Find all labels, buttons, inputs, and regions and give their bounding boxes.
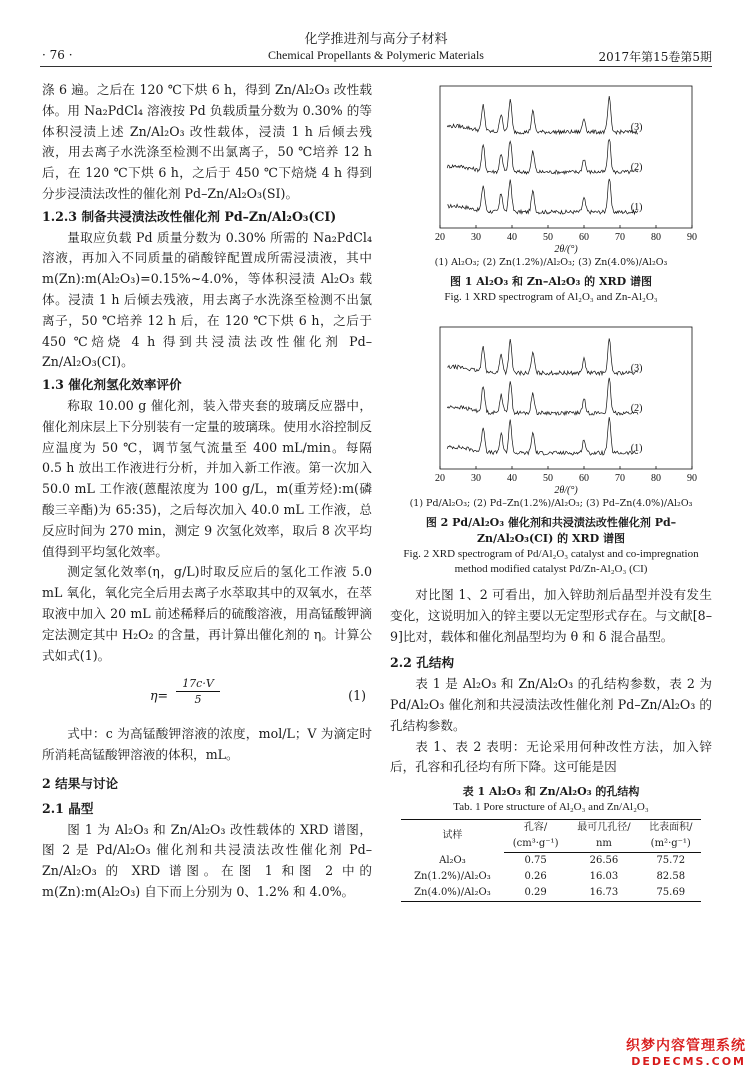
x-tick-label: 70: [615, 473, 625, 484]
table-cell: 0.29: [504, 885, 567, 902]
plot-frame: [440, 86, 692, 228]
table-row: [401, 869, 701, 885]
paragraph: 涤 6 遍。之后在 120 ℃下烘 6 h，得到 Zn/Al₂O₃ 改性载体。用 Na₂PdCl₄ 溶液按 Pd 负载质量分数为 0.30% 的等体积浸渍上述 Zn/Al₂O₃ 改性载体，浸渍 1 h 后倾去残液，用去离子水洗涤至检测不出氯离子，50 ℃培养 12 h 后，在 120 ℃下烘 6 h，之后于 450 ℃下焙烧 4 h 得到分步浸渍法改性的催化剂 Pd–Zn/Al₂O₃(SI)。: [42, 82, 372, 201]
x-tick-label: 90: [687, 473, 697, 484]
header-rule: [40, 66, 712, 67]
x-tick-label: 50: [543, 473, 553, 484]
series-line: [447, 378, 638, 415]
table-row: [401, 885, 701, 902]
xrd-chart-2: [390, 321, 712, 497]
table-cell: Zn(4.0%)/Al₂O₃: [401, 885, 504, 902]
figure-1-caption-en: Fig. 1 XRD spectrogram of Al₂O₃ and Zn-Al₂O₃: [444, 291, 658, 303]
x-tick-label: 90: [687, 232, 697, 243]
section-heading-2-2: 2.2 孔结构: [390, 655, 455, 671]
series-label: (2): [630, 162, 643, 173]
table-cell: 0.26: [524, 871, 547, 883]
series-line: [447, 96, 638, 134]
equation-denominator: 5: [194, 693, 202, 707]
series-line: [447, 417, 638, 455]
section-heading-1-2-3: 1.2.3 制备共浸渍法改性催化剂 Pd–Zn/Al₂O₃(CI): [42, 208, 337, 224]
series-label: (2): [630, 403, 643, 414]
x-tick-label: 40: [507, 473, 517, 484]
x-axis-label: 2θ/(°): [554, 244, 578, 255]
figure-1: [390, 80, 712, 305]
series-label: (1): [630, 202, 643, 213]
x-tick-label: 30: [471, 473, 481, 484]
figure-2-caption-cn: 图 2 Pd/Al₂O₃ 催化剂和共浸渍法改性催化剂 Pd–Zn/Al₂O₃(CI) 的 XRD 谱图: [425, 516, 677, 545]
watermark-line-1: 织梦内容管理系统: [626, 1038, 746, 1054]
section-heading-2-1: 2.1 晶型: [42, 800, 94, 816]
series-line: [447, 179, 638, 214]
table-row: [401, 853, 701, 870]
x-tick-label: 30: [471, 232, 481, 243]
table-header-pore-volume-unit: (cm³·g⁻¹): [504, 836, 567, 853]
table-cell: 16.73: [567, 885, 640, 902]
page-number: · 76 ·: [42, 48, 73, 62]
plot-frame: [440, 327, 692, 469]
figure-2: [390, 321, 712, 577]
xrd-chart-1: [390, 80, 712, 256]
paragraph: 表 1、表 2 表明：无论采用何种改性方法，加入锌后，孔容和孔径均有所下降。这可能是因: [390, 738, 712, 775]
paragraph: 量取应负载 Pd 质量分数为 0.30% 所需的 Na₂PdCl₄ 溶液，再加入不同质量的硝酸锌配置成所需浸渍液，其中 m(Zn):m(Al₂O₃)=0.15%~4.0%，等体积浸渍 Al₂O₃ 载体。浸渍 1 h 后倾去残液，用去离子水洗涤至检测不出氯离子，50 ℃培养 12 h 后，在 120 ℃下烘 6 h，之后于 450 ℃焙烧 4 h 得到共浸渍法改性催化剂 Pd–Zn/Al₂O₃(CI)。: [42, 229, 372, 370]
paragraph: 测定氢化效率(η，g/L)时取反应后的氢化工作液 5.0 mL 氧化，氧化完全后用去离子水萃取其中的双氧水，在萃取液中加入 20 mL 前述稀释后的硫酸溶液，用高锰酸钾滴定法测定其中 H₂O₂ 的含量，再计算出催化剂的 η。计算公式如式(1)。: [42, 564, 372, 663]
x-axis-label: 2θ/(°): [554, 485, 578, 496]
series-label: (1): [630, 443, 643, 454]
table-header-pore-size-unit: nm: [567, 836, 640, 853]
paragraph: 对比图 1、2 可看出，加入锌助剂后晶型并没有发生变化，这说明加入的锌主要以无定型形式存在。与文献[8–9]比对，载体和催化剂晶型均为 θ 和 δ 混合晶型。: [390, 587, 712, 644]
equation-1: [42, 674, 372, 718]
series-label: (3): [630, 122, 643, 133]
paragraph: 称取 10.00 g 催化剂，装入带夹套的玻璃反应器中，催化剂床层上下分别装有一定量的玻璃珠。使用水浴控制反应温度为 50 ℃，调节氢气流量至 400 mL/min。每隔 0.5 h 放出工作液进行分析，并加入新工作液。第一次加入 50.0 mL 工作液(蒽醌浓度为 100 g/L，m(重芳烃):m(磷酸三辛酯)为 65:35)，之后每次加入 40.0 mL 工作液，总反应时间为 270 min，测定 9 次氢化效率，取后 8 次平均值得到平均氢化效率。: [42, 397, 372, 559]
table-header-pore-size: 最可几孔径/: [567, 820, 640, 837]
x-tick-label: 20: [435, 473, 445, 484]
section-heading-2: 2 结果与讨论: [42, 775, 119, 791]
section-heading-1-3: 1.3 催化剂氢化效率评价: [42, 377, 182, 393]
x-tick-label: 40: [507, 232, 517, 243]
paragraph: 图 1 为 Al₂O₃ 和 Zn/Al₂O₃ 改性载体的 XRD 谱图，图 2 是 Pd/Al₂O₃ 催化剂和共浸渍法改性催化剂 Pd–Zn/Al₂O₃ 的 XRD 谱图。在图 1 和图 2 中的 m(Zn):m(Al₂O₃) 自下而上分别为 0、1.2% 和 4.0%。: [42, 821, 372, 899]
series-label: (3): [630, 363, 643, 374]
series-line: [447, 140, 638, 175]
figure-2-caption-en: Fig. 2 XRD spectrogram of Pd/Al₂O₃ catalyst and co-impregnation method modified catalyst Pd/Zn-Al₂O₃ (CI): [403, 548, 699, 575]
watermark: [626, 1035, 746, 1068]
equation-fraction: [176, 676, 220, 707]
table-header-pore-volume: 孔容/: [504, 820, 567, 837]
x-tick-label: 70: [615, 232, 625, 243]
series-line: [447, 338, 638, 375]
journal-title-en: Chemical Propellants & Polymeric Materials: [268, 48, 484, 62]
figure-1-caption-cn: 图 1 Al₂O₃ 和 Zn–Al₂O₃ 的 XRD 谱图: [449, 275, 653, 288]
table-cell: 75.69: [641, 885, 701, 902]
x-tick-label: 60: [579, 232, 589, 243]
table-1-caption-cn: 表 1 Al₂O₃ 和 Zn/Al₂O₃ 的孔结构: [462, 785, 640, 799]
table-cell: 0.75: [524, 855, 547, 867]
table-cell: Al₂O₃: [439, 854, 466, 866]
x-tick-label: 20: [435, 232, 445, 243]
table-1: [401, 819, 701, 902]
table-cell: 16.03: [589, 871, 619, 883]
equation-number: (1): [348, 688, 366, 704]
paragraph: 表 1 是 Al₂O₃ 和 Zn/Al₂O₃ 的孔结构参数，表 2 为 Pd/Al₂O₃ 催化剂和共浸渍法改性催化剂 Pd–Zn/Al₂O₃ 的孔结构参数。: [390, 676, 712, 733]
table-cell: 26.56: [589, 855, 619, 867]
x-tick-label: 80: [651, 232, 661, 243]
table-cell: 75.72: [656, 855, 686, 867]
figure-2-legend: (1) Pd/Al₂O₃; (2) Pd–Zn(1.2%)/Al₂O₃; (3) Pd–Zn(4.0%)/Al₂O₃: [409, 498, 693, 509]
right-column: [390, 80, 712, 902]
x-tick-label: 80: [651, 473, 661, 484]
table-cell: 82.58: [656, 871, 686, 883]
table-cell: Zn(1.2%)/Al₂O₃: [414, 871, 491, 883]
table-header-surface-area: 比表面积/: [641, 820, 701, 837]
equation-lhs: η=: [150, 688, 169, 704]
equation-numerator: 17c·V: [176, 676, 220, 692]
table-header-surface-area-unit: (m²·g⁻¹): [641, 836, 701, 853]
watermark-line-2: DEDECMS.COM: [631, 1055, 746, 1068]
table-header-sample: 试样: [401, 820, 504, 853]
paragraph: 式中：c 为高锰酸钾溶液的浓度，mol/L；V 为滴定时所消耗高锰酸钾溶液的体积，mL。: [42, 726, 372, 763]
table-1-caption-en: Tab. 1 Pore structure of Al₂O₃ and Zn/Al₂O₃: [453, 801, 649, 814]
figure-1-legend: (1) Al₂O₃; (2) Zn(1.2%)/Al₂O₃; (3) Zn(4.0%)/Al₂O₃: [434, 257, 668, 268]
journal-title-cn: 化学推进剂与高分子材料: [304, 32, 448, 47]
left-column: [42, 80, 372, 903]
issue-info: 2017年第15卷第5期: [598, 50, 712, 64]
x-tick-label: 50: [543, 232, 553, 243]
x-tick-label: 60: [579, 473, 589, 484]
